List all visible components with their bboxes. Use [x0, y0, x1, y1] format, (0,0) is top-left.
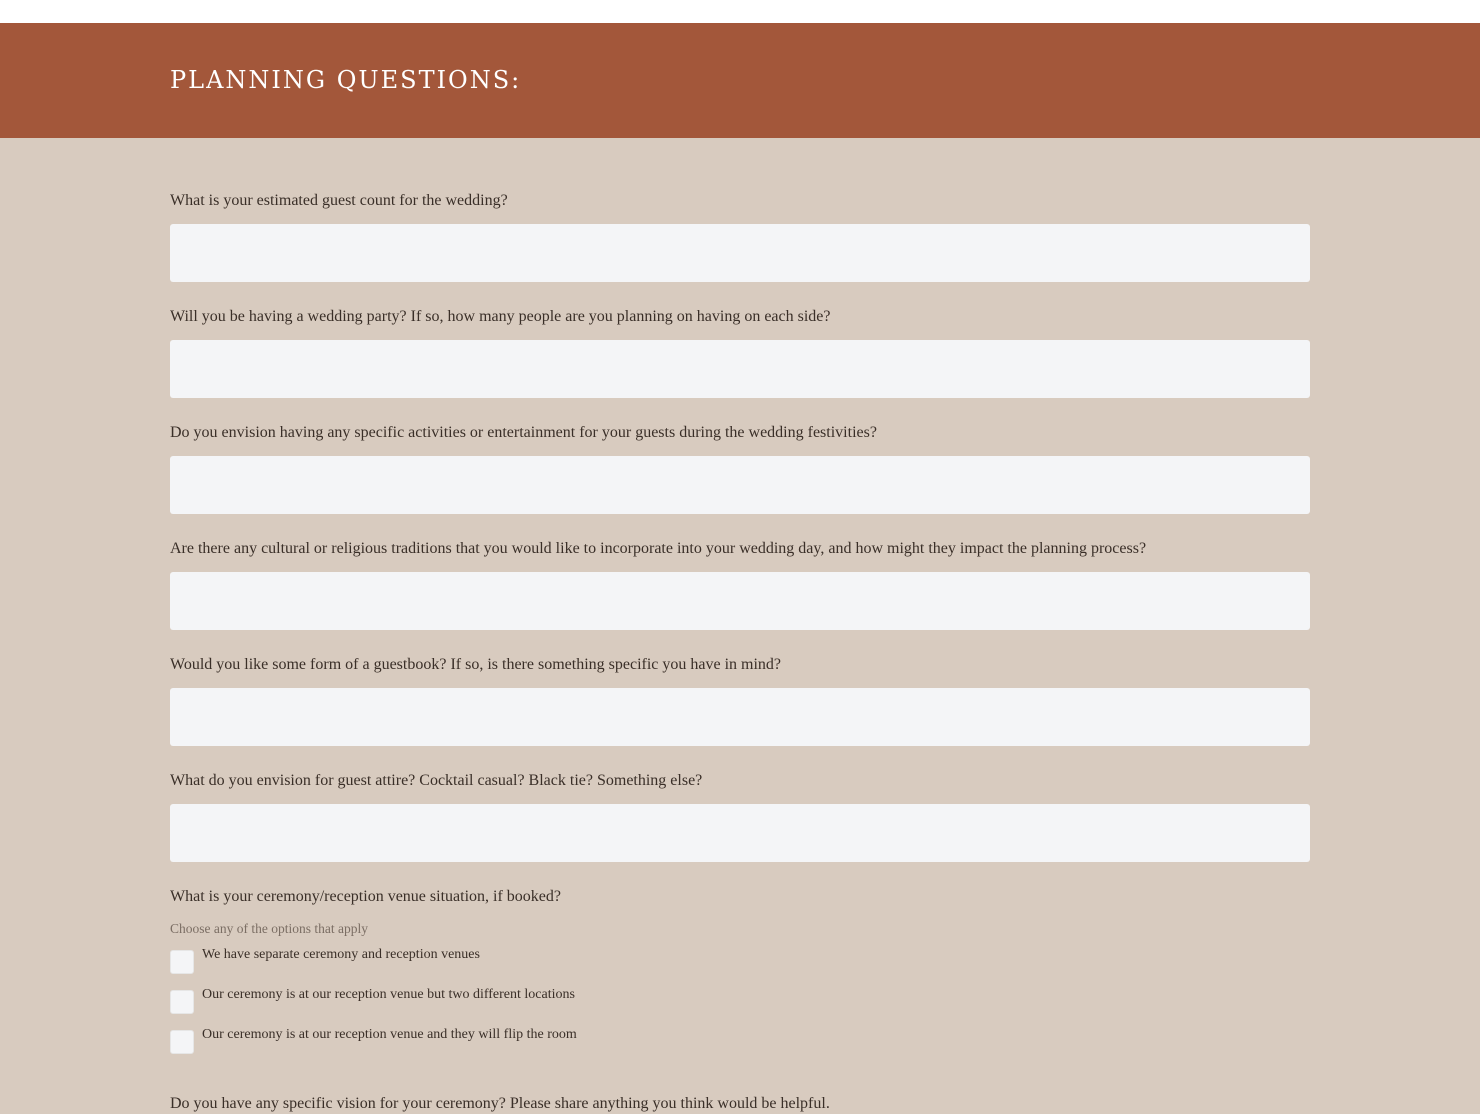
question-label-venue: What is your ceremony/reception venue situation, if booked?	[170, 888, 561, 905]
checkbox-label: We have separate ceremony and reception venues	[202, 947, 480, 962]
traditions-input[interactable]	[170, 572, 1310, 630]
question-label-wedding-party: Will you be having a wedding party? If so, how many people are you planning on having on each side?	[170, 308, 831, 325]
checkbox-label: Our ceremony is at our reception venue and they will flip the room	[202, 1027, 577, 1042]
guest-count-input[interactable]	[170, 224, 1310, 282]
venue-hint: Choose any of the options that apply	[170, 921, 368, 936]
question-label-guestbook: Would you like some form of a guestbook? If so, is there something specific you have in mind?	[170, 656, 782, 673]
question-label-activities: Do you envision having any specific activities or entertainment for your guests during the wedding festivities?	[170, 424, 877, 441]
venue-option-two-locations[interactable]	[170, 987, 870, 1014]
checkbox-flip-room[interactable]	[170, 1030, 194, 1054]
top-strip	[0, 0, 1480, 23]
activities-input[interactable]	[170, 456, 1310, 514]
attire-input[interactable]	[170, 804, 1310, 862]
wedding-party-input[interactable]	[170, 340, 1310, 398]
checkbox-label: Our ceremony is at our reception venue but two different locations	[202, 987, 575, 1002]
checkbox-separate-venues[interactable]	[170, 950, 194, 974]
guestbook-input[interactable]	[170, 688, 1310, 746]
section-header	[0, 23, 1480, 138]
question-label-ceremony-vision: Do you have any specific vision for your ceremony? Please share anything you think would be helpful.	[170, 1095, 830, 1112]
page-title: PLANNING QUESTIONS:	[170, 66, 522, 94]
venue-option-flip-room[interactable]	[170, 1027, 870, 1054]
venue-option-separate[interactable]	[170, 947, 870, 974]
question-label-traditions: Are there any cultural or religious traditions that you would like to incorporate into your wedding day, and how might they impact the planning process?	[170, 540, 1147, 557]
checkbox-two-locations[interactable]	[170, 990, 194, 1014]
question-label-attire: What do you envision for guest attire? Cocktail casual? Black tie? Something else?	[170, 772, 703, 789]
question-label-guest-count: What is your estimated guest count for the wedding?	[170, 192, 508, 209]
